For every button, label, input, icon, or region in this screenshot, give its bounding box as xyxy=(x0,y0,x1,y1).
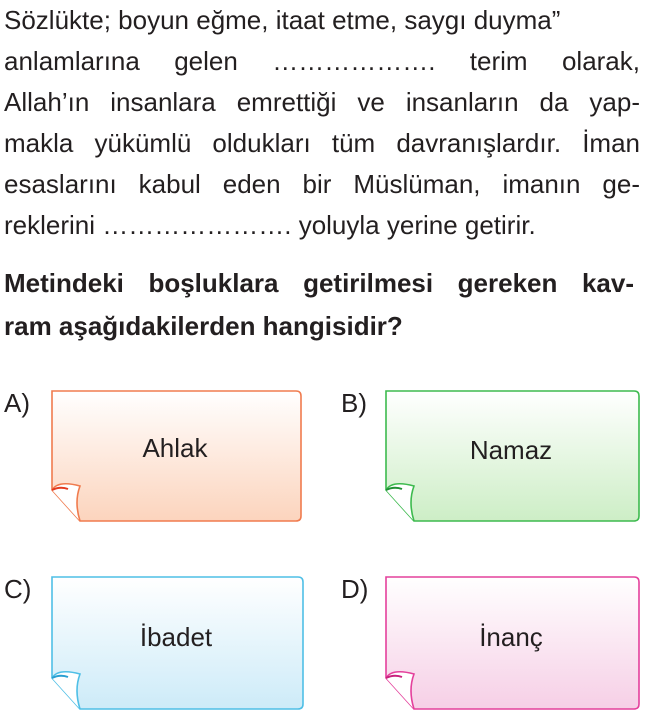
passage-line: reklerini …………………. yoluyla yerine getirir. xyxy=(4,210,536,240)
option-c-label: İbadet xyxy=(139,622,213,652)
option-c-card[interactable] xyxy=(46,574,306,712)
passage-line: Sözlükte; boyun eğme, itaat etme, saygı duyma” xyxy=(4,5,561,35)
option-d-label: İnanç xyxy=(479,622,543,652)
passage-line: Allah’ın insanlara emrettiği ve insanların da yap- xyxy=(4,87,640,117)
option-a-card[interactable] xyxy=(46,388,304,524)
option-a-label: Ahlak xyxy=(142,433,208,463)
option-d-card[interactable] xyxy=(380,574,642,712)
option-b-letter: B) xyxy=(341,388,367,418)
option-b-label: Namaz xyxy=(469,435,553,465)
option-b-card[interactable] xyxy=(380,388,642,524)
question-line: Metindeki boşluklara getirilmesi gereken kav- xyxy=(4,268,634,298)
option-c-letter: C) xyxy=(4,574,32,604)
question-line: ram aşağıdakilerden hangisidir? xyxy=(4,311,403,341)
passage-line: esaslarını kabul eden bir Müslüman, imanın ge- xyxy=(4,169,640,199)
question-text xyxy=(4,262,634,348)
passage-line: anlamlarına gelen ………………. terim olarak, xyxy=(4,46,640,76)
option-d-letter: D) xyxy=(341,574,369,604)
option-a-letter: A) xyxy=(4,388,30,418)
passage-line: makla yükümlü oldukları tüm davranışlardır. İman xyxy=(4,128,640,158)
passage-text xyxy=(4,0,640,246)
